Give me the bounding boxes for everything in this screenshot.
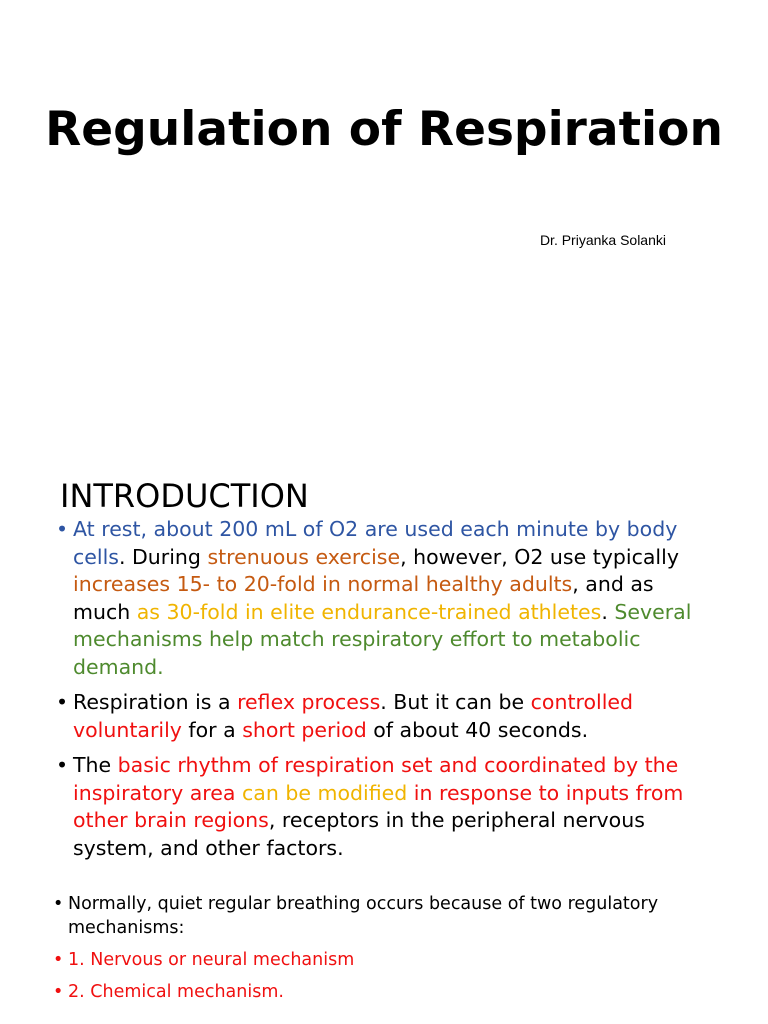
text-segment: .	[601, 599, 615, 624]
intro-bullet-list	[56, 516, 706, 870]
text-segment: increases 15- to 20-fold in normal healthy adults	[73, 572, 573, 596]
mechanism-item-neural	[53, 948, 733, 972]
text-segment: short period	[242, 717, 367, 742]
mechanism-chemical-text: 2. Chemical mechanism.	[68, 982, 284, 1002]
text-segment: controlled voluntarily	[73, 690, 634, 742]
text-segment: in response to inputs from other brain regions	[73, 780, 684, 832]
bullet-dot-icon: •	[53, 982, 64, 1002]
text-segment: Several mechanisms help match respiratory effort to metabolic demand.	[73, 599, 692, 679]
bullet-dot-icon: •	[56, 517, 69, 541]
mechanisms-list	[53, 892, 733, 1012]
text-segment: . During	[118, 544, 208, 569]
text-segment: , and as much	[73, 572, 654, 624]
text-segment: , receptors in the peripheral nervous system, and other factors.	[73, 808, 645, 860]
bullet-text	[73, 517, 691, 679]
mechanisms-intro-text: Normally, quiet regular breathing occurs because of two regulatory mechanisms:	[68, 894, 659, 938]
intro-bullet-2	[56, 689, 706, 744]
text-segment: , however, O2 use typically	[400, 544, 679, 569]
text-segment: basic rhythm of respiration set and coordinated by the inspiratory area	[73, 753, 679, 805]
text-segment: reflex process	[237, 690, 381, 714]
bullet-text	[73, 753, 683, 860]
intro-bullet-3	[56, 752, 706, 862]
bullet-dot-icon: •	[53, 894, 64, 914]
text-segment: for a	[181, 717, 243, 742]
bullet-text	[73, 690, 633, 742]
text-segment: can be modified	[241, 780, 408, 805]
text-segment: . But it can be	[380, 690, 531, 714]
bullet-dot-icon: •	[56, 753, 69, 777]
intro-bullet-1	[56, 516, 706, 681]
text-segment: At rest, about 200 mL of O2 are used each minute by body cells	[73, 517, 678, 569]
bullet-dot-icon: •	[56, 690, 69, 714]
mechanisms-intro-item	[53, 892, 733, 940]
text-segment: Respiration is a	[73, 690, 238, 714]
text-segment: The	[73, 753, 118, 777]
mechanism-neural-text: 1. Nervous or neural mechanism	[68, 950, 355, 970]
text-segment: of about 40 seconds.	[366, 717, 589, 742]
intro-heading: INTRODUCTION	[60, 477, 309, 515]
text-segment: strenuous exercise	[207, 544, 401, 569]
bullet-dot-icon: •	[53, 950, 64, 970]
text-segment: as 30-fold in elite endurance-trained athletes	[136, 599, 602, 624]
intro-slide	[0, 477, 768, 1024]
author-name: Dr. Priyanka Solanki	[539, 232, 666, 248]
page-title: Regulation of Respiration	[45, 102, 723, 157]
mechanism-item-chemical	[53, 980, 733, 1004]
